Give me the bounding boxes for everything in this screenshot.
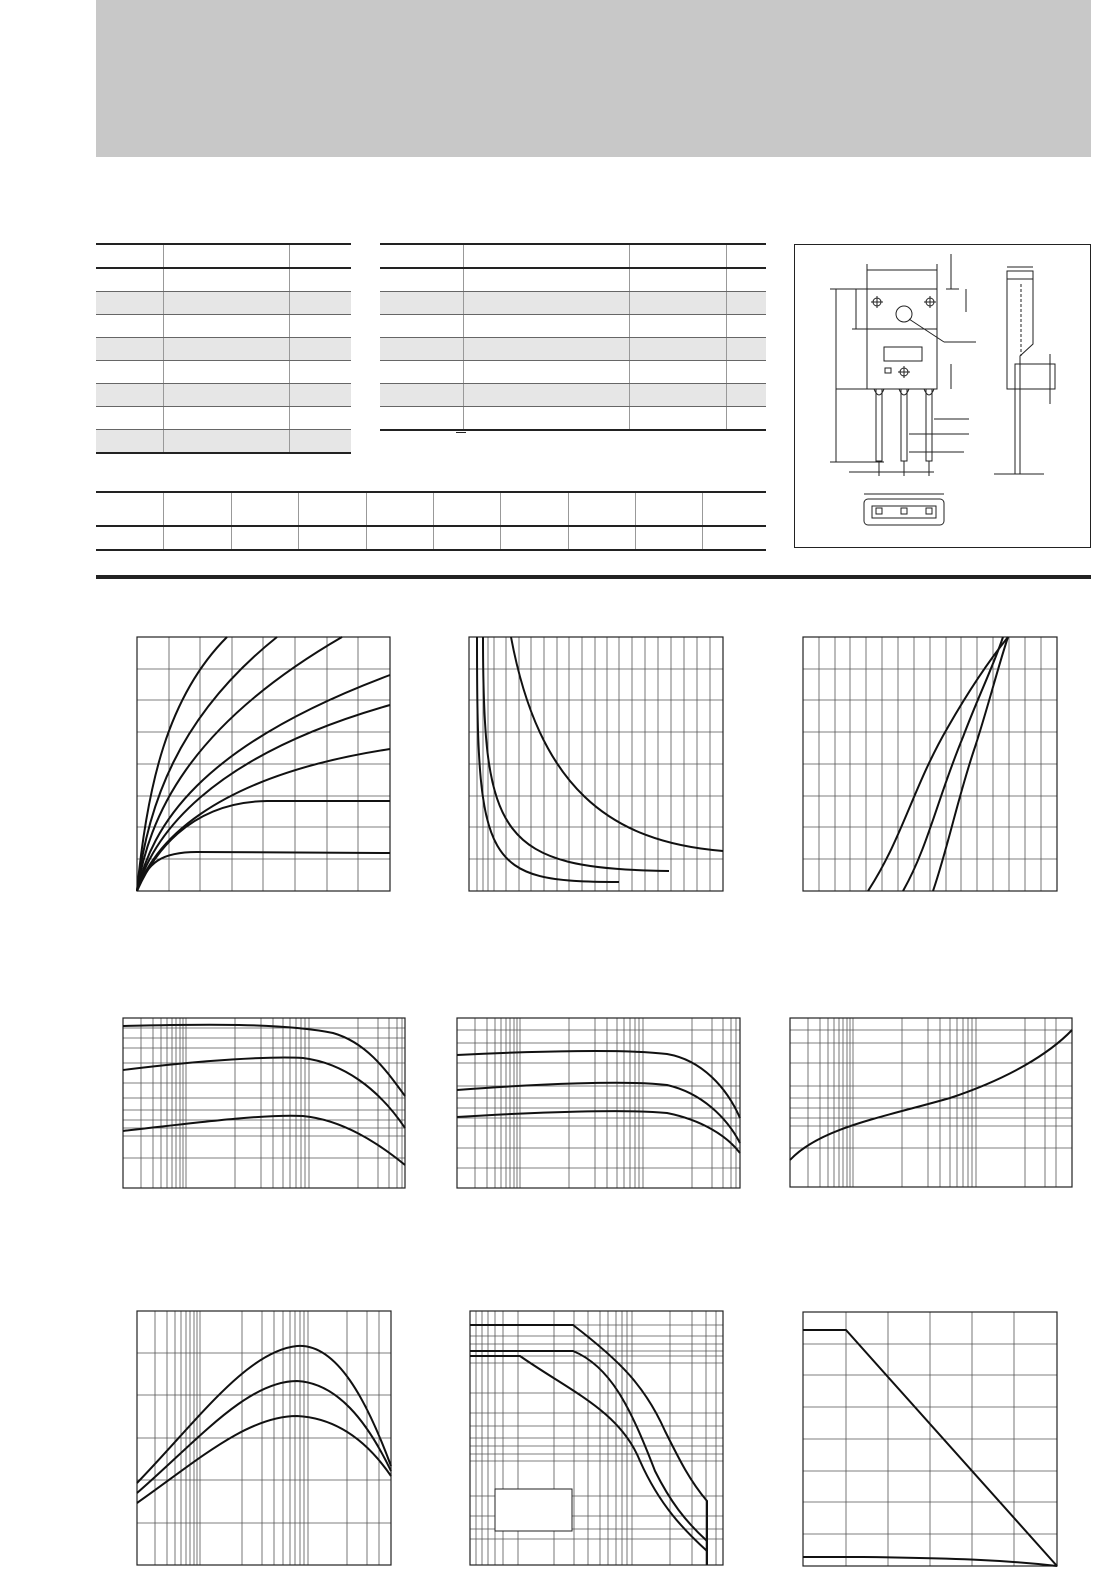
package-drawing [794,244,1091,548]
table-header-row [96,244,351,268]
graph-ft-ic [137,1311,391,1565]
title-band [96,0,1091,157]
table-header-row [380,244,766,268]
legend-box [495,1489,572,1531]
graph-ic-vbe [803,637,1057,891]
graph-hfe-ic-2 [457,1018,740,1188]
table-row [96,292,351,315]
graph-hfe-ic [123,1018,405,1188]
graph-vce-ib [469,637,723,891]
table-row [380,315,766,338]
table-row [380,361,766,384]
table-row [380,268,766,292]
table-row [380,384,766,407]
table-row [380,292,766,315]
table-row [96,361,351,384]
section-divider [96,575,1091,579]
characteristics-table [380,243,766,431]
table-row [96,526,766,550]
overline-mark [456,432,466,433]
classification-table [96,491,766,551]
graph-vbe-sat [790,1018,1072,1187]
table-row [96,407,351,430]
graph-ic-vce [137,637,390,891]
ratings-table [96,243,351,454]
table-row [96,430,351,454]
graph-power-derating [803,1312,1057,1566]
graph-safe-operating-area [470,1311,723,1565]
table-row [96,384,351,407]
table-row [380,338,766,361]
table-row [96,268,351,292]
table-header-row [96,492,766,526]
table-row [96,338,351,361]
table-row [380,407,766,431]
table-row [96,315,351,338]
